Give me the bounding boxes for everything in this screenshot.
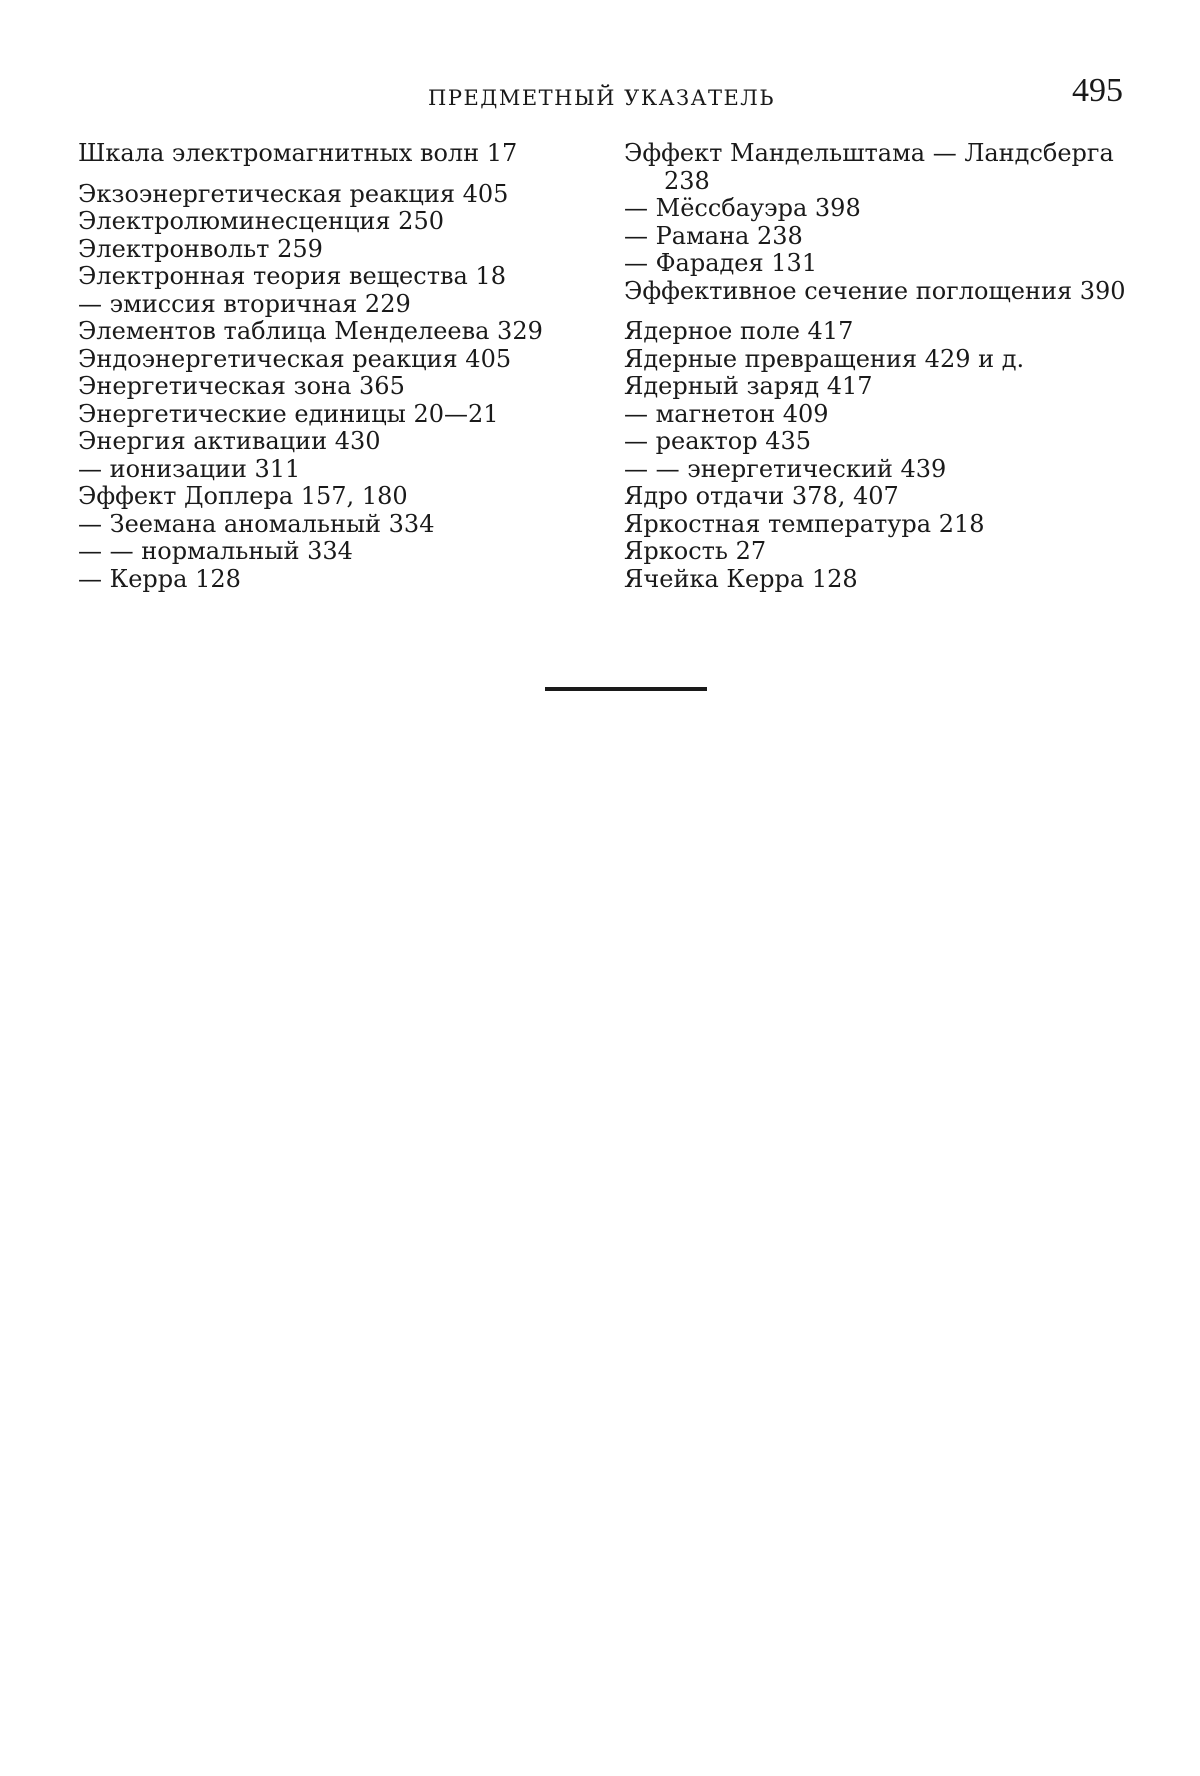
index-subentry: — Зеемана аномальный 334 xyxy=(78,509,435,538)
index-entry: Ядерные превращения 429 и д. xyxy=(624,344,1025,373)
index-entry: Экзоэнергетическая реакция 405 xyxy=(78,179,509,208)
index-entry-continuation: 238 xyxy=(664,166,710,195)
index-entry: Электронная теория вещества 18 xyxy=(78,262,506,290)
end-of-section-rule xyxy=(545,687,707,691)
index-entry: Эффект Доплера 157, 180 xyxy=(78,482,408,510)
index-subentry: — — энергетический 439 xyxy=(624,454,947,483)
index-subentry: — Мёссбауэра 398 xyxy=(624,194,861,222)
index-subentry: — — нормальный 334 xyxy=(78,537,353,565)
index-entry: Эффект Мандельштама — Ландсберга xyxy=(624,139,1114,167)
index-entry: Шкала электромагнитных волн 17 xyxy=(78,139,518,167)
index-entry: Элементов таблица Менделеева 329 xyxy=(78,317,543,345)
index-entry: Энергетические единицы 20—21 xyxy=(78,399,499,428)
page-number: 495 xyxy=(1072,72,1123,109)
index-column-left xyxy=(78,140,588,593)
index-entry: Ядерное поле 417 xyxy=(624,317,854,345)
index-entry: Энергетическая зона 365 xyxy=(78,372,405,400)
index-entry: Ядро отдачи 378, 407 xyxy=(624,482,899,510)
index-entry: Яркостная температура 218 xyxy=(624,509,985,538)
index-entry: Электронвольт 259 xyxy=(78,234,323,263)
index-entry: Ядерный заряд 417 xyxy=(624,372,873,400)
index-subentry: — Керра 128 xyxy=(78,564,241,593)
index-subentry: — реактор 435 xyxy=(624,427,812,455)
index-subentry: — Фарадея 131 xyxy=(624,249,818,277)
index-entry: Эндоэнергетическая реакция 405 xyxy=(78,344,512,373)
index-column-right xyxy=(624,140,1144,593)
index-entry: Яркость 27 xyxy=(624,537,767,565)
index-subentry: — эмиссия вторичная 229 xyxy=(78,289,411,318)
index-subentry: — Рамана 238 xyxy=(624,221,803,250)
index-entry: Эффективное сечение поглощения 390 xyxy=(624,276,1126,305)
index-entry: Электролюминесценция 250 xyxy=(78,207,444,235)
index-subentry: — ионизации 311 xyxy=(78,454,301,483)
running-title: ПРЕДМЕТНЫЙ УКАЗАТЕЛЬ xyxy=(428,86,775,110)
index-entry: Энергия активации 430 xyxy=(78,427,381,455)
index-entry: Ячейка Керра 128 xyxy=(624,564,858,593)
index-subentry: — магнетон 409 xyxy=(624,399,829,428)
